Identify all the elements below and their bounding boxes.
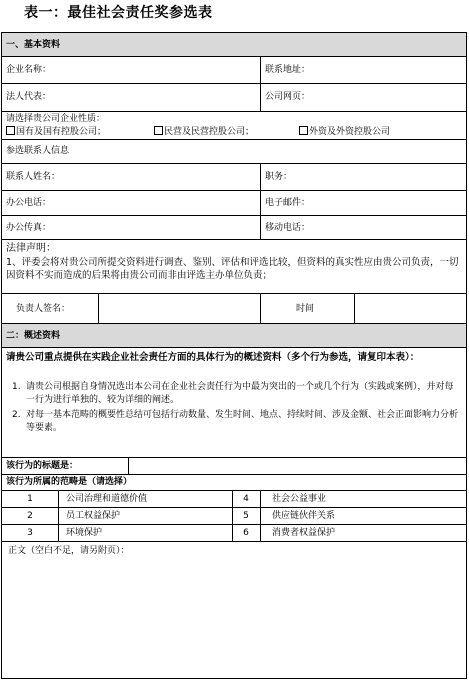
signature-label: 负责人签名： bbox=[16, 304, 71, 314]
category-number: 1 bbox=[27, 494, 33, 504]
category-number: 6 bbox=[243, 528, 249, 538]
office-phone-label: 办公电话： bbox=[6, 198, 52, 208]
nature-option-2[interactable] bbox=[154, 126, 254, 138]
divider bbox=[260, 216, 261, 239]
website-label: 公司网页： bbox=[265, 92, 311, 102]
instruction-number: 2. bbox=[12, 410, 21, 420]
nature-option-1[interactable] bbox=[6, 126, 106, 138]
category-option[interactable]: 社会公益事业 bbox=[272, 494, 327, 504]
category-number: 4 bbox=[243, 494, 249, 504]
legal-heading: 法律声明： bbox=[6, 243, 56, 254]
row-company-nature bbox=[2, 112, 466, 140]
category-option[interactable]: 员工权益保护 bbox=[66, 511, 121, 521]
category-option[interactable]: 供应链伙伴关系 bbox=[272, 511, 336, 521]
row-legal-rep bbox=[2, 84, 466, 112]
body-label: 正文（空白不足，请另附页）： bbox=[8, 546, 130, 556]
nature-option-label: 外资及外资控股公司 bbox=[309, 127, 391, 137]
checkbox-icon[interactable] bbox=[6, 126, 15, 135]
category-option[interactable]: 公司治理和道德价值 bbox=[66, 494, 148, 504]
checkbox-icon[interactable] bbox=[299, 126, 308, 135]
divider bbox=[260, 84, 261, 111]
application-form bbox=[1, 32, 467, 679]
section-2-description bbox=[2, 348, 466, 458]
checkbox-icon[interactable] bbox=[154, 126, 163, 135]
legal-rep-label: 法人代表： bbox=[6, 92, 52, 102]
scope-label: 该行为所属的范畴是（请选择） bbox=[6, 477, 133, 487]
row-contact-info bbox=[2, 140, 466, 164]
category-number: 2 bbox=[27, 511, 33, 521]
row-behavior-title bbox=[2, 458, 466, 475]
instruction-number: 1. bbox=[12, 382, 21, 392]
instruction-item bbox=[12, 381, 458, 407]
category-number: 3 bbox=[27, 528, 33, 538]
divider bbox=[260, 525, 261, 541]
nature-option-label: 国有及国有控股公司； bbox=[16, 127, 107, 137]
nature-option-3[interactable] bbox=[299, 126, 390, 138]
divider bbox=[58, 508, 59, 524]
body-text-area[interactable] bbox=[2, 542, 466, 678]
section-1-header bbox=[2, 33, 466, 57]
instruction-list bbox=[12, 381, 458, 435]
row-office-fax bbox=[2, 216, 466, 240]
divider bbox=[128, 458, 129, 474]
email-label: 电子邮件： bbox=[265, 198, 311, 208]
nature-option-label: 民营及民营控股公司； bbox=[164, 127, 255, 137]
divider bbox=[260, 491, 261, 507]
contact-info-heading: 参选联系人信息 bbox=[6, 146, 70, 156]
instruction-text: 对每一基本范畴的概要性总结可包括行动数量、发生时间、地点、持续时间、涉及金额、社会正面影响力分析等要素。 bbox=[26, 410, 459, 433]
section-2-intro: 请贵公司重点提供在实践企业社会责任方面的具体行为的概述资料（多个行为参选，请复印本表）： bbox=[6, 352, 420, 363]
category-number: 5 bbox=[243, 511, 249, 521]
section-1-heading: 一、基本资料 bbox=[6, 40, 61, 50]
category-option[interactable]: 消费者权益保护 bbox=[272, 528, 336, 538]
contact-address-label: 联系地址： bbox=[265, 65, 311, 75]
row-contact-name bbox=[2, 164, 466, 191]
category-option[interactable]: 环境保护 bbox=[66, 528, 103, 538]
row-office-phone bbox=[2, 191, 466, 216]
office-fax-label: 办公传真： bbox=[6, 223, 52, 233]
divider bbox=[260, 57, 261, 83]
legal-statement bbox=[2, 240, 466, 294]
divider bbox=[260, 164, 261, 190]
date-label: 时间 bbox=[296, 304, 315, 314]
divider bbox=[58, 525, 59, 541]
mobile-label: 移动电话： bbox=[265, 223, 311, 233]
divider bbox=[260, 191, 261, 215]
row-scope bbox=[2, 475, 466, 491]
legal-text: 1、评委会将对贵公司所提交资料进行调查、鉴别、评估和评选比较，但资料的真实性应由贵公司负责，一切因资料不实而造成的后果将由贵公司而非由评选主办单位负责； bbox=[6, 257, 459, 281]
section-2-header bbox=[2, 324, 466, 348]
section-2-heading: 二：概述资料 bbox=[6, 331, 61, 341]
divider bbox=[354, 294, 355, 323]
company-nature-label: 请选择贵公司企业性质： bbox=[6, 114, 106, 124]
company-name-label: 企业名称： bbox=[6, 65, 52, 75]
divider bbox=[260, 508, 261, 524]
category-row bbox=[2, 508, 466, 525]
category-row bbox=[2, 525, 466, 542]
divider bbox=[58, 491, 59, 507]
behavior-title-label: 该行为的标题是： bbox=[6, 461, 79, 471]
instruction-text: 请贵公司根据自身情况选出本公司在企业社会责任行为中最为突出的一个或几个行为（实践或案例），并对每一行为进行单独的、较为详细的阐述。 bbox=[26, 382, 454, 405]
position-label: 职务： bbox=[265, 172, 293, 182]
divider bbox=[260, 294, 261, 323]
category-row bbox=[2, 491, 466, 508]
contact-name-label: 联系人姓名： bbox=[6, 172, 61, 182]
instruction-item bbox=[12, 409, 458, 435]
divider bbox=[98, 294, 99, 323]
row-signature bbox=[2, 294, 466, 324]
form-title: 表一：最佳社会责任奖参选表 bbox=[24, 5, 213, 21]
row-company-name bbox=[2, 57, 466, 84]
